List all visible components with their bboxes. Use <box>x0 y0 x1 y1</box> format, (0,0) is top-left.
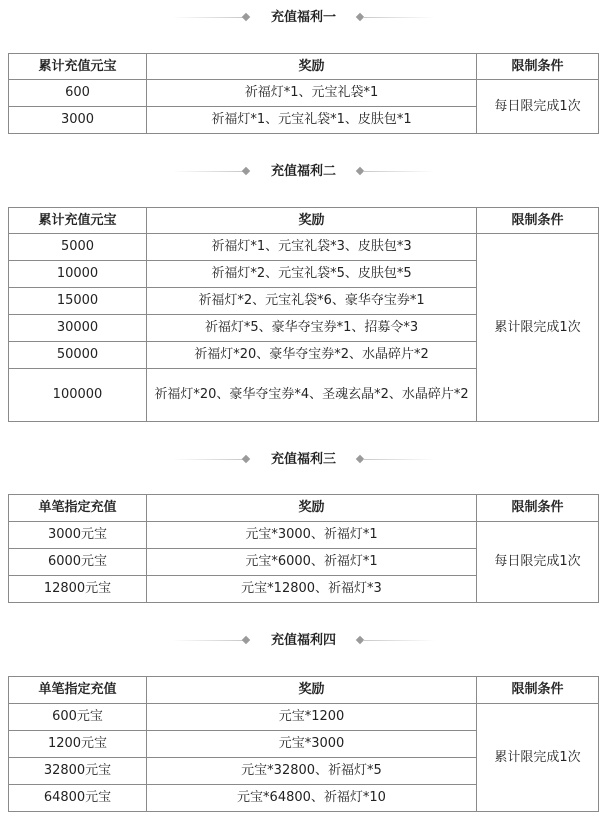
table-header-row <box>9 677 599 704</box>
column-header: 单笔指定充值 <box>9 677 147 704</box>
amount-cell: 30000 <box>9 315 147 342</box>
amount-cell: 64800元宝 <box>9 785 147 812</box>
column-header: 奖励 <box>147 208 477 234</box>
reward-table-4 <box>8 676 599 812</box>
amount-cell: 100000 <box>9 369 147 422</box>
divider <box>363 171 435 172</box>
amount-cell: 50000 <box>9 342 147 369</box>
table-row <box>9 522 599 549</box>
reward-cell: 祈福灯*1、元宝礼袋*1、皮肤包*1 <box>147 107 477 134</box>
section-3 <box>0 450 607 470</box>
reward-cell: 元宝*6000、祈福灯*1 <box>147 549 477 576</box>
divider <box>363 640 435 641</box>
column-header: 限制条件 <box>477 54 599 80</box>
section-title: 充值福利三 <box>270 452 336 467</box>
amount-cell: 32800元宝 <box>9 758 147 785</box>
column-header: 奖励 <box>147 54 477 80</box>
reward-cell: 祈福灯*2、元宝礼袋*5、皮肤包*5 <box>147 261 477 288</box>
reward-cell: 元宝*32800、祈福灯*5 <box>147 758 477 785</box>
section-title: 充值福利二 <box>270 164 336 179</box>
reward-table-1 <box>8 53 599 134</box>
table-row <box>9 704 599 731</box>
reward-table-3 <box>8 494 599 603</box>
column-header: 累计充值元宝 <box>9 54 147 80</box>
amount-cell: 12800元宝 <box>9 576 147 603</box>
reward-cell: 元宝*12800、祈福灯*3 <box>147 576 477 603</box>
column-header: 限制条件 <box>477 208 599 234</box>
reward-cell: 祈福灯*1、元宝礼袋*1 <box>147 80 477 107</box>
amount-cell: 600元宝 <box>9 704 147 731</box>
section-heading <box>0 450 607 470</box>
reward-cell: 祈福灯*20、豪华夺宝券*2、水晶碎片*2 <box>147 342 477 369</box>
amount-cell: 600 <box>9 80 147 107</box>
table-header-row <box>9 495 599 522</box>
reward-cell: 祈福灯*1、元宝礼袋*3、皮肤包*3 <box>147 234 477 261</box>
amount-cell: 1200元宝 <box>9 731 147 758</box>
condition-cell: 每日限完成1次 <box>477 80 599 134</box>
section-heading <box>0 631 607 651</box>
section-2 <box>0 162 607 182</box>
column-header: 累计充值元宝 <box>9 208 147 234</box>
column-header: 限制条件 <box>477 677 599 704</box>
condition-cell: 累计限完成1次 <box>477 704 599 812</box>
reward-cell: 元宝*3000、祈福灯*1 <box>147 522 477 549</box>
table-row <box>9 234 599 261</box>
table-row <box>9 80 599 107</box>
amount-cell: 15000 <box>9 288 147 315</box>
table-header-row <box>9 54 599 80</box>
reward-cell: 祈福灯*2、元宝礼袋*6、豪华夺宝券*1 <box>147 288 477 315</box>
column-header: 奖励 <box>147 677 477 704</box>
section-1 <box>0 8 607 28</box>
amount-cell: 6000元宝 <box>9 549 147 576</box>
reward-cell: 元宝*3000 <box>147 731 477 758</box>
condition-cell: 每日限完成1次 <box>477 522 599 603</box>
section-heading <box>0 162 607 182</box>
section-title: 充值福利一 <box>270 10 336 25</box>
amount-cell: 5000 <box>9 234 147 261</box>
section-heading <box>0 8 607 28</box>
table-header-row <box>9 208 599 234</box>
column-header: 单笔指定充值 <box>9 495 147 522</box>
reward-cell: 祈福灯*20、豪华夺宝券*4、圣魂玄晶*2、水晶碎片*2 <box>147 369 477 422</box>
reward-table-2 <box>8 207 599 422</box>
amount-cell: 3000 <box>9 107 147 134</box>
amount-cell: 10000 <box>9 261 147 288</box>
reward-cell: 元宝*64800、祈福灯*10 <box>147 785 477 812</box>
reward-cell: 祈福灯*5、豪华夺宝券*1、招募令*3 <box>147 315 477 342</box>
column-header: 限制条件 <box>477 495 599 522</box>
section-4 <box>0 631 607 651</box>
divider <box>363 459 435 460</box>
condition-cell: 累计限完成1次 <box>477 234 599 422</box>
column-header: 奖励 <box>147 495 477 522</box>
amount-cell: 3000元宝 <box>9 522 147 549</box>
divider <box>363 17 435 18</box>
reward-cell: 元宝*1200 <box>147 704 477 731</box>
section-title: 充值福利四 <box>270 633 336 648</box>
